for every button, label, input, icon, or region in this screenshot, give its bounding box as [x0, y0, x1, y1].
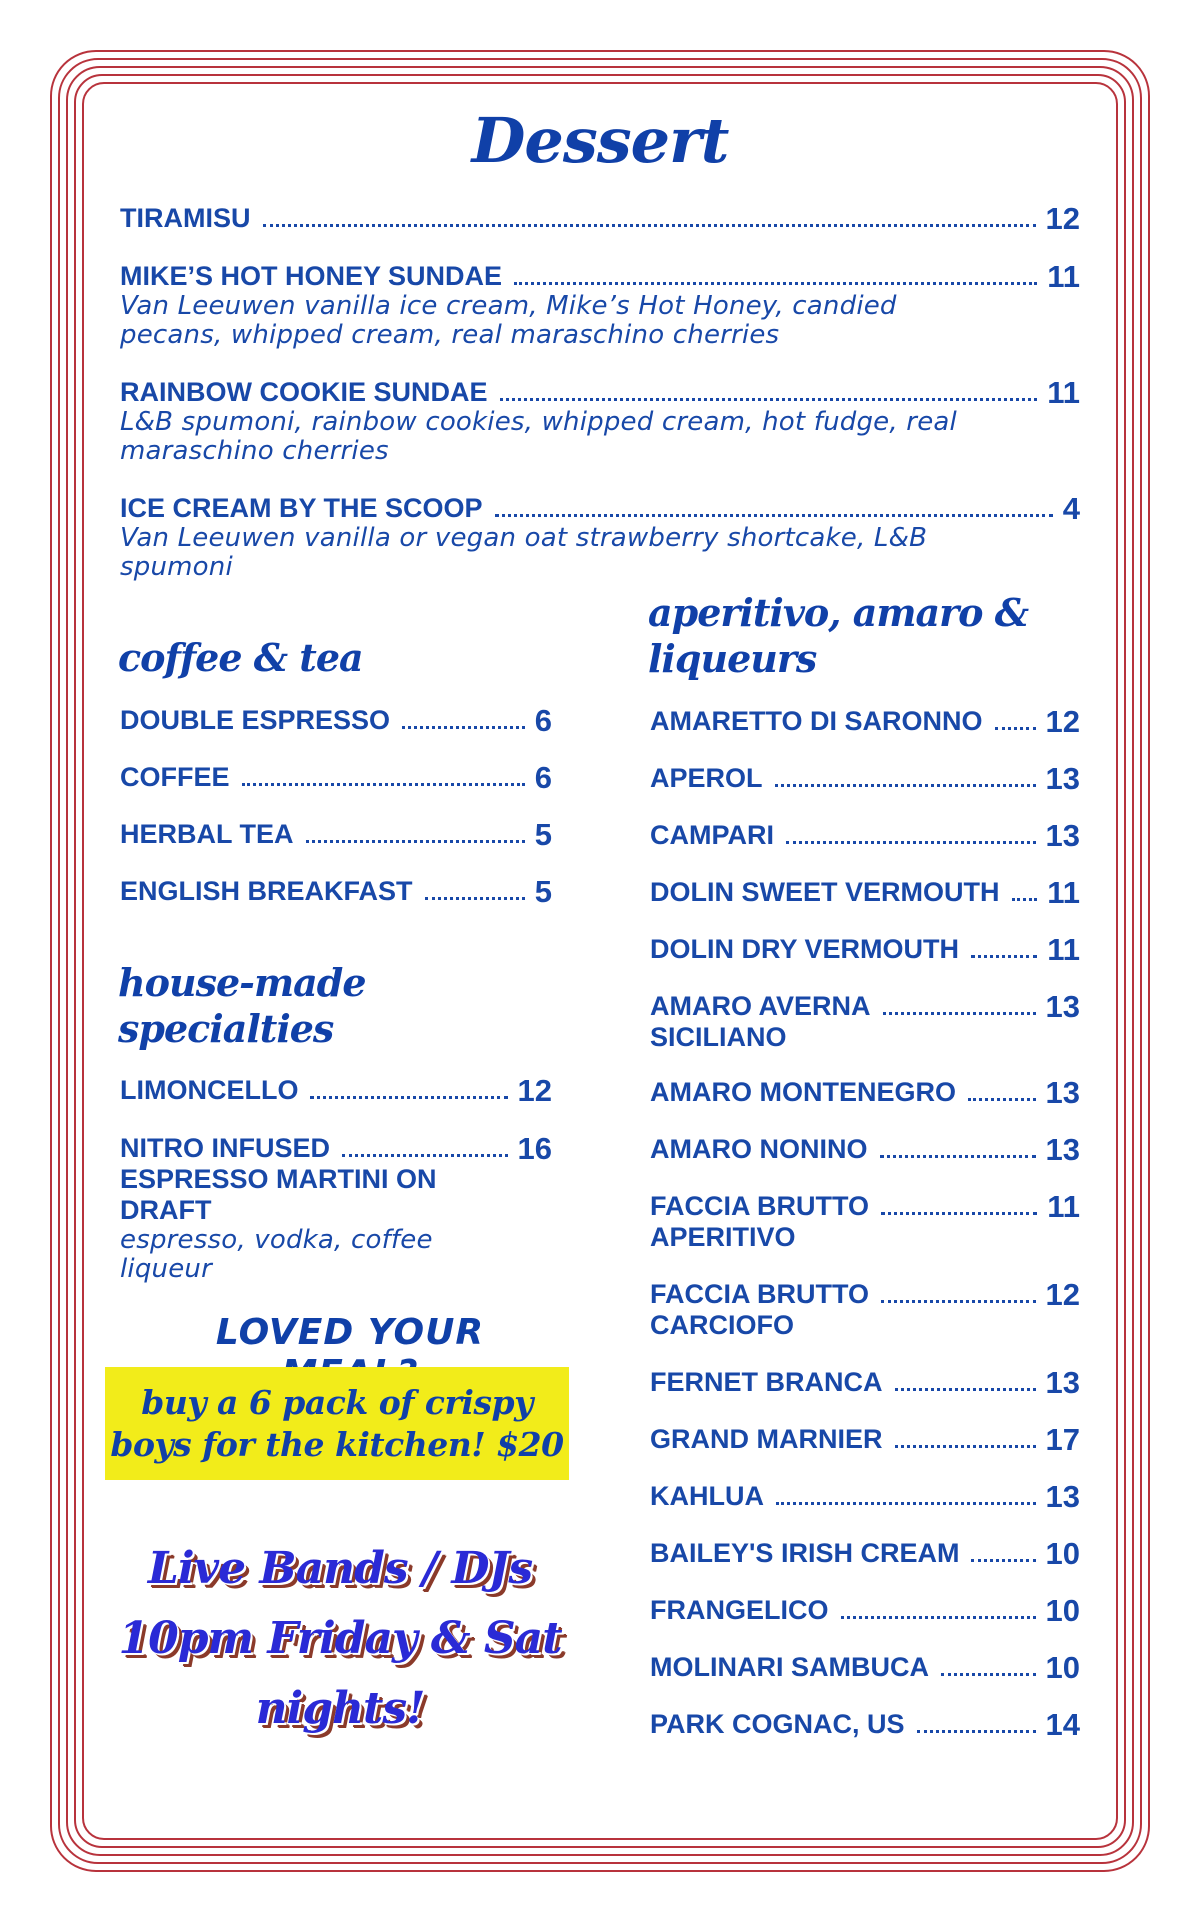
item-price: 4 [1062, 491, 1080, 526]
coffee-item [120, 762, 552, 793]
item-name: PARK COGNAC, US [650, 1709, 905, 1739]
item-price: 12 [517, 1073, 552, 1108]
item-name: AMARETTO DI SARONNO [650, 706, 983, 736]
item-name: ICE CREAM BY THE SCOOP [120, 493, 483, 523]
item-price: 14 [1045, 1707, 1080, 1742]
menu-title: Dessert [471, 104, 729, 177]
item-price: 6 [534, 760, 552, 795]
item-price: 13 [1045, 1479, 1080, 1514]
aperitivo-item [650, 1709, 1080, 1740]
item-name: ENGLISH BREAKFAST [120, 876, 413, 906]
item-price: 13 [1045, 1075, 1080, 1110]
item-name: FACCIA BRUTTO [650, 1279, 869, 1309]
item-price: 10 [1045, 1593, 1080, 1628]
aperitivo-item [650, 1134, 1080, 1165]
item-name-continued: ESPRESSO MARTINI ON DRAFT [120, 1164, 437, 1225]
item-price: 11 [1047, 875, 1080, 910]
aperitivo-item [650, 1191, 1080, 1253]
leader-dots [514, 282, 1037, 285]
specialty-item-limoncello [120, 1075, 552, 1106]
leader-dots [881, 1300, 1036, 1303]
leader-dots [881, 1212, 1037, 1215]
aperitivo-item [650, 820, 1080, 851]
aperitivo-item [650, 1595, 1080, 1626]
dessert-item-hot-honey-sundae [120, 261, 1080, 350]
leader-dots [941, 1673, 1036, 1676]
leader-dots [242, 783, 525, 786]
item-price: 10 [1045, 1650, 1080, 1685]
live-line: nights! [255, 1683, 425, 1734]
item-name: AMARO NONINO [650, 1134, 868, 1164]
coffee-item [120, 876, 552, 907]
leader-dots [895, 1388, 1036, 1391]
leader-dots [841, 1616, 1036, 1619]
aperitivo-item [650, 1077, 1080, 1108]
item-price: 11 [1047, 932, 1080, 967]
item-price: 11 [1047, 375, 1080, 410]
item-price: 17 [1045, 1422, 1080, 1457]
item-name: MOLINARI SAMBUCA [650, 1652, 929, 1682]
item-name: DOUBLE ESPRESSO [120, 705, 391, 735]
heading-line: aperitivo, amaro & [648, 590, 1029, 635]
item-price: 10 [1045, 1536, 1080, 1571]
item-description: Van Leeuwen vanilla or vegan oat strawberry shortcake, L&B spumoni [120, 523, 928, 582]
item-name: HERBAL TEA [120, 819, 294, 849]
item-price: 11 [1047, 259, 1080, 294]
leader-dots [917, 1730, 1036, 1733]
dessert-item-rainbow-sundae [120, 377, 1080, 466]
aperitivo-item [650, 877, 1080, 908]
item-name: MIKE’S HOT HONEY SUNDAE [120, 261, 503, 291]
item-price: 6 [534, 703, 552, 738]
item-name: FERNET BRANCA [650, 1367, 883, 1397]
dessert-item-ice-cream-scoop [120, 493, 1080, 582]
aperitivo-item [650, 706, 1080, 737]
leader-dots [500, 398, 1038, 401]
item-price: 13 [1045, 1132, 1080, 1167]
section-heading-coffee-tea: coffee & tea [118, 635, 363, 680]
leader-dots [306, 840, 525, 843]
leader-dots [971, 1559, 1035, 1562]
loved-your-meal-heading: LOVED YOUR [215, 1312, 485, 1353]
leader-dots [402, 726, 525, 729]
aperitivo-item [650, 1424, 1080, 1455]
dessert-item-tiramisu [120, 203, 1080, 234]
item-price: 5 [534, 874, 552, 909]
promo-box [105, 1367, 569, 1480]
aperitivo-item [650, 1538, 1080, 1569]
item-price: 13 [1045, 1365, 1080, 1400]
leader-dots [786, 841, 1036, 844]
item-name: CAMPARI [650, 820, 774, 850]
leader-dots [968, 1098, 1036, 1101]
leader-dots [263, 224, 1036, 227]
leader-dots [425, 897, 525, 900]
aperitivo-item [650, 1481, 1080, 1512]
item-price: 13 [1045, 761, 1080, 796]
item-price: 11 [1047, 1189, 1080, 1224]
item-price: 13 [1045, 989, 1080, 1024]
item-name: APEROL [650, 763, 763, 793]
aperitivo-item [650, 1279, 1080, 1341]
item-name: GRAND MARNIER [650, 1424, 883, 1454]
aperitivo-item [650, 991, 1080, 1053]
aperitivo-item [650, 763, 1080, 794]
item-name: KAHLUA [650, 1481, 764, 1511]
item-name: RAINBOW COOKIE SUNDAE [120, 377, 488, 407]
item-name: DOLIN SWEET VERMOUTH [650, 877, 1000, 907]
leader-dots [495, 514, 1053, 517]
item-price: 12 [1045, 704, 1080, 739]
item-price: 5 [534, 817, 552, 852]
leader-dots [971, 955, 1037, 958]
item-name: LIMONCELLO [120, 1075, 299, 1105]
item-price: 12 [1045, 1277, 1080, 1312]
promo-line: buy a 6 pack of crispy [141, 1382, 533, 1422]
item-name: AMARO MONTENEGRO [650, 1077, 956, 1107]
item-price: 12 [1045, 201, 1080, 236]
live-line: 10pm Friday & Sat [118, 1613, 562, 1664]
leader-dots [776, 1502, 1036, 1505]
item-description: Van Leeuwen vanilla ice cream, Mike’s Hot Honey, candied pecans, whipped cream, real maraschino cherries [120, 291, 897, 350]
item-price: 16 [517, 1131, 552, 1166]
item-name: COFFEE [120, 762, 230, 792]
item-price: 13 [1045, 818, 1080, 853]
item-description: L&B spumoni, rainbow cookies, whipped cream, hot fudge, real maraschino cherries [120, 407, 957, 466]
live-bands-notice [100, 1534, 580, 1744]
coffee-item [120, 819, 552, 850]
heading-line: liqueurs [648, 636, 817, 681]
leader-dots [880, 1155, 1036, 1158]
item-name: BAILEY'S IRISH CREAM [650, 1538, 960, 1568]
item-name: FRANGELICO [650, 1595, 829, 1625]
leader-dots [883, 1012, 1036, 1015]
live-line: Live Bands / DJs [147, 1543, 533, 1594]
item-name: FACCIA BRUTTO [650, 1191, 869, 1221]
item-name-continued: CARCIOFO [650, 1310, 794, 1340]
item-name: TIRAMISU [120, 203, 251, 233]
item-name: DOLIN DRY VERMOUTH [650, 934, 960, 964]
aperitivo-item [650, 1367, 1080, 1398]
item-name-continued: SICILIANO [650, 1022, 787, 1052]
aperitivo-item [650, 934, 1080, 965]
heading-line: specialties [118, 1006, 334, 1051]
item-description: espresso, vodka, coffee liqueur [120, 1225, 433, 1284]
item-name-continued: APERITIVO [650, 1222, 796, 1252]
coffee-item [120, 705, 552, 736]
leader-dots [775, 784, 1036, 787]
leader-dots [895, 1445, 1036, 1448]
aperitivo-item [650, 1652, 1080, 1683]
leader-dots [310, 1096, 507, 1099]
section-heading-specialties [118, 960, 366, 1052]
leader-dots [342, 1154, 508, 1157]
item-name: NITRO INFUSED [120, 1133, 331, 1163]
specialty-item-espresso-martini [120, 1133, 552, 1284]
heading-line: house-made [118, 960, 366, 1005]
leader-dots [995, 727, 1036, 730]
section-heading-aperitivo [648, 590, 1028, 682]
leader-dots [1012, 898, 1038, 901]
item-name: AMARO AVERNA [650, 991, 871, 1021]
promo-line: boys for the kitchen! $20 [110, 1424, 564, 1464]
